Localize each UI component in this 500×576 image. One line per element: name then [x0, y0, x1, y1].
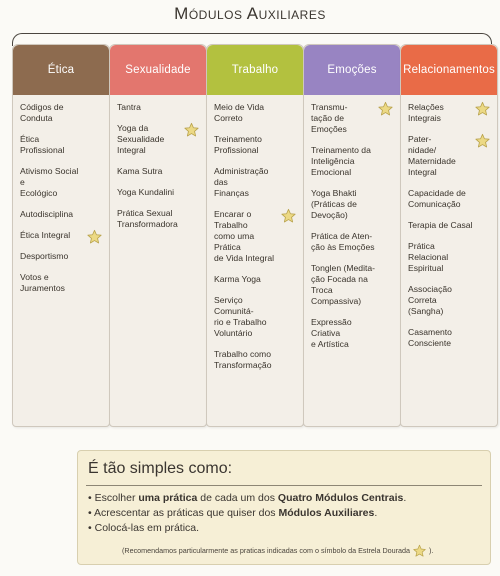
practice-label: Treinamento Profissional [214, 134, 262, 155]
practice-item [20, 166, 103, 199]
practice-list [13, 95, 109, 294]
practice-item [214, 295, 297, 339]
bullet-marker: • [88, 507, 92, 519]
practice-item [20, 251, 103, 262]
note-close: ). [429, 545, 434, 555]
practice-item [214, 166, 297, 199]
practice-item [214, 274, 297, 285]
module-column-sexualidade [109, 44, 207, 427]
practice-list [401, 95, 497, 349]
practice-item [311, 188, 394, 221]
practice-label: Ética Profissional [20, 134, 65, 155]
practice-item [214, 209, 297, 264]
module-column-etica [12, 44, 110, 427]
practice-item [214, 102, 297, 124]
practice-label: Prática Relacional Espiritual [408, 241, 449, 273]
practice-item [117, 102, 200, 113]
practice-label: Desportismo [20, 251, 69, 261]
practice-list [207, 95, 303, 371]
gold-star-icon [183, 122, 200, 138]
column-header-emocoes: Emoções [304, 45, 400, 95]
practice-label: Autodisciplina [20, 209, 74, 219]
practice-item [311, 317, 394, 350]
instruction-item [88, 491, 406, 506]
practice-item [20, 209, 103, 220]
practice-item [20, 230, 103, 241]
instruction-item [88, 506, 406, 521]
practice-list [304, 95, 400, 350]
practice-label: Trabalho como Transformação [214, 349, 272, 370]
practice-label: Karma Yoga [214, 274, 261, 284]
column-header-etica: Ética [13, 45, 109, 95]
note-text: (Recomendamos particularmente as praticas indicadas com o símbolo da Estrela Dourada [122, 545, 411, 555]
practice-label: Votos e Juramentos [20, 272, 65, 293]
practice-item [408, 102, 491, 124]
instruction-text: Escolher [94, 492, 139, 504]
gold-star-icon [474, 101, 491, 117]
practice-label: Pater- nidade/ Maternidade Integral [408, 134, 456, 177]
practice-item [117, 166, 200, 177]
gold-star-icon [280, 208, 297, 224]
module-column-relacionamentos [400, 44, 498, 427]
module-columns [12, 44, 496, 427]
practice-item [311, 102, 394, 135]
instructions-box [77, 450, 491, 565]
module-column-trabalho [206, 44, 304, 427]
practice-label: Transmu- tação de Emoções [311, 102, 348, 134]
practice-item [214, 134, 297, 156]
bullet-marker: • [88, 492, 92, 504]
instructions-divider [86, 485, 482, 486]
practice-label: Prática Sexual Transformadora [117, 208, 178, 229]
practice-label: Meio de Vida Correto [214, 102, 265, 123]
instruction-emphasis: Módulos Auxiliares [278, 507, 375, 519]
practice-item [117, 208, 200, 230]
column-header-sexualidade: Sexualidade [110, 45, 206, 95]
practice-label: Ativismo Social e Ecológico [20, 166, 79, 198]
gold-star-icon [474, 133, 491, 149]
practice-item [20, 134, 103, 156]
practice-item [408, 241, 491, 274]
practice-label: Casamento Consciente [408, 327, 452, 348]
practice-item [117, 123, 200, 156]
instruction-text: de cada um dos [197, 492, 278, 504]
page-title: Módulos Auxiliares [174, 4, 326, 23]
practice-label: Relações Integrais [408, 102, 444, 123]
practice-label: Prática de Aten- ção às Emoções [311, 231, 375, 252]
gold-star-icon [86, 229, 103, 245]
practice-item [311, 145, 394, 178]
practice-label: Capacidade de Comunicação [408, 188, 466, 209]
instruction-text: Colocá-las em prática. [94, 522, 200, 534]
practice-item [408, 220, 491, 231]
practice-item [408, 284, 491, 317]
practice-item [408, 134, 491, 178]
practice-label: Tantra [117, 102, 141, 112]
instruction-item [88, 521, 406, 536]
column-header-relacionamentos: Relacionamentos [401, 45, 497, 95]
practice-label: Treinamento da Inteligência Emocional [311, 145, 371, 177]
practice-list [110, 95, 206, 230]
practice-label: Expressão Criativa e Artística [311, 317, 352, 349]
instructions-list [88, 491, 406, 536]
gold-star-icon [377, 101, 394, 117]
instruction-text: . [403, 492, 407, 504]
column-header-trabalho: Trabalho [207, 45, 303, 95]
practice-item [20, 272, 103, 294]
practice-item [311, 231, 394, 253]
practice-label: Encarar o Trabalho como uma Prática de Vida Integral [214, 209, 275, 263]
practice-label: Kama Sutra [117, 166, 163, 176]
practice-label: Serviço Comunitá- rio e Trabalho Voluntário [214, 295, 267, 338]
practice-item [117, 187, 200, 198]
instruction-emphasis: uma prática [138, 492, 198, 504]
practice-item [214, 349, 297, 371]
practice-label: Yoga Kundalini [117, 187, 175, 197]
instruction-text: Acrescentar as práticas que quiser dos [94, 507, 279, 519]
practice-label: Yoga Bhakti (Práticas de Devoção) [311, 188, 357, 220]
practice-item [311, 263, 394, 307]
module-column-emocoes [303, 44, 401, 427]
practice-label: Ética Integral [20, 230, 71, 240]
gold-star-icon [412, 544, 427, 558]
practice-label: Terapia de Casal [408, 220, 473, 230]
recommendation-note [122, 544, 433, 558]
practice-label: Códigos de Conduta [20, 102, 64, 123]
practice-label: Tonglen (Medita- ção Focada na Troca Compassiva) [311, 263, 376, 306]
instructions-heading: É tão simples como: [88, 460, 233, 477]
practice-label: Yoga da Sexualidade Integral [117, 123, 165, 155]
bullet-marker: • [88, 522, 92, 534]
practice-item [408, 188, 491, 210]
practice-label: Administração das Finanças [214, 166, 269, 198]
instruction-emphasis: Quatro Módulos Centrais [277, 492, 404, 504]
practice-item [20, 102, 103, 124]
instruction-text: . [374, 507, 378, 519]
practice-label: Associação Correta (Sangha) [408, 284, 452, 316]
practice-item [408, 327, 491, 349]
